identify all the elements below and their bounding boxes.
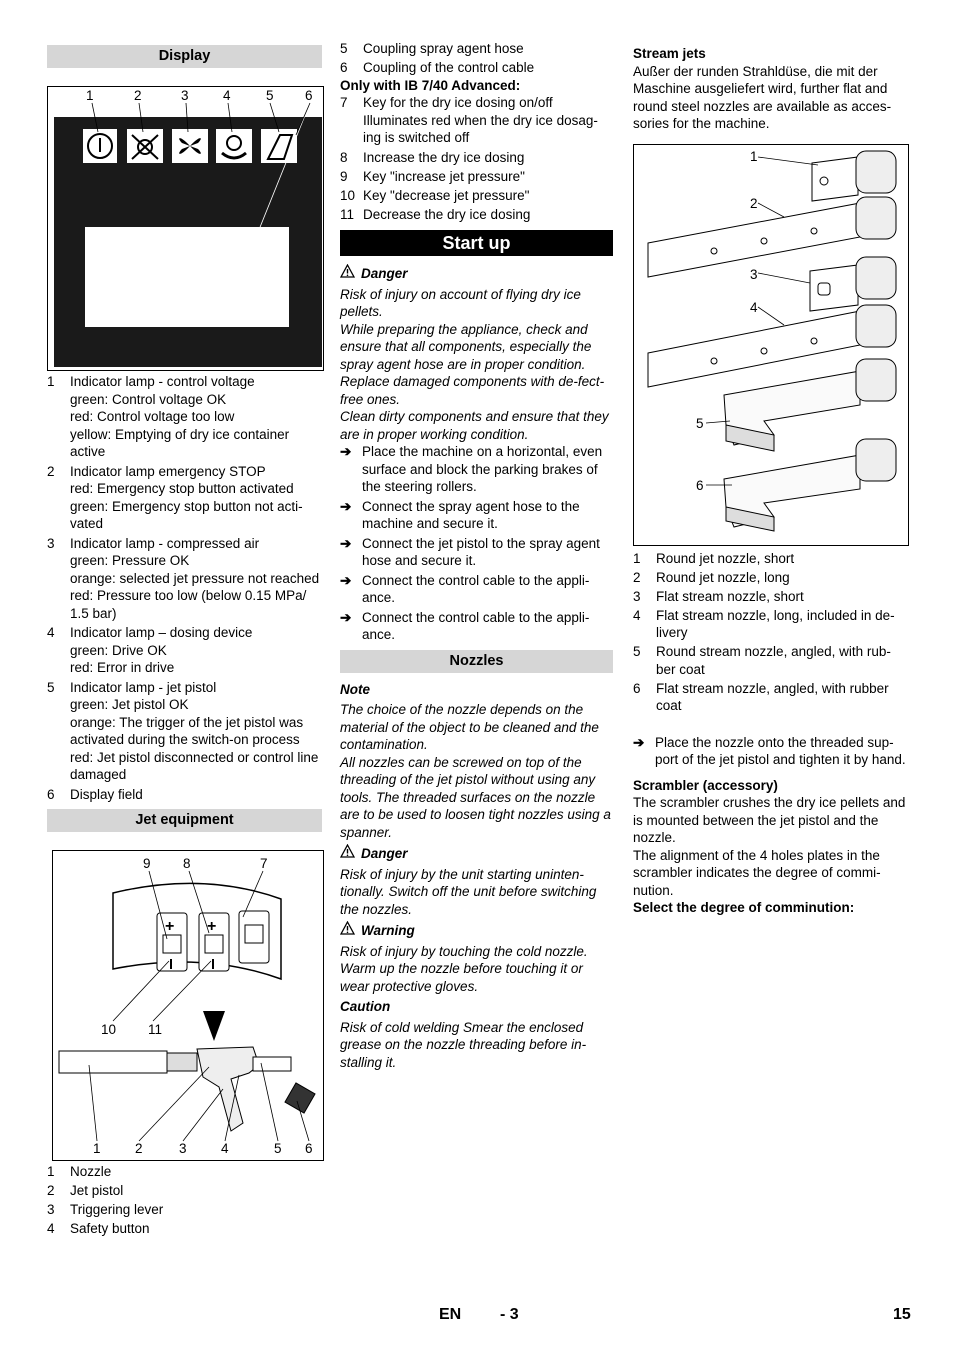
column-right <box>633 40 910 917</box>
note-text: The choice of the nozzle depends on the material of the object to be cleaned and the contamination. <box>340 702 599 752</box>
list-item: 5 Indicator lamp - jet pistol <box>47 679 217 695</box>
callout-4: 4 <box>221 1141 229 1156</box>
list-item: Illuminates red when the dry ice dosag-ing is switched off <box>363 112 598 145</box>
callout-3: 3 <box>179 1141 187 1156</box>
list-item: 3 Triggering lever <box>47 1202 164 1217</box>
ib-heading: Only with IB 7/40 Advanced: <box>340 77 521 93</box>
list-item: 6 Coupling of the control cable <box>340 60 535 75</box>
callout-11: 11 <box>148 1022 163 1037</box>
list-item: 5 Coupling spray agent hose <box>340 41 524 56</box>
list-item: ➔ Connect the jet pistol to the spray agent hose and secure it. <box>340 535 600 568</box>
arrow-icon: ➔ <box>340 444 352 459</box>
nozzles-figure <box>633 144 909 546</box>
scrambler-text: The alignment of the 4 holes plates in the scrambler indicates the degree of commi-nution. <box>633 847 881 898</box>
callout-5: 5 <box>266 88 274 103</box>
callout-3: 3 <box>181 88 189 103</box>
list-item: 9 Key "increase jet pressure" <box>340 168 525 184</box>
list-item-detail: red: Jet pistol disconnected or control line damaged <box>70 749 319 782</box>
list-item: 10 Key "decrease jet pressure" <box>340 187 530 203</box>
callout-5: 5 <box>274 1141 282 1156</box>
list-item: 5 Round stream nozzle, angled, with rub-ber coat <box>633 644 891 677</box>
list-item-detail: green: Drive OK <box>70 642 167 658</box>
callout-3: 3 <box>750 266 758 282</box>
list-item: 6 Display field <box>47 786 143 802</box>
nozzles-heading: Nozzles <box>340 650 613 673</box>
arrow-icon: ➔ <box>340 572 352 588</box>
arrow-icon: ➔ <box>340 498 352 514</box>
list-item-detail: red: Emergency stop button activated <box>70 481 294 496</box>
caution-heading: Caution <box>340 999 391 1014</box>
list-item: 8 Increase the dry ice dosing <box>340 149 525 165</box>
warning-triangle-icon <box>340 844 355 863</box>
column-left <box>47 40 322 1238</box>
list-item-detail: orange: The trigger of the jet pistol was activated during the switch-on process <box>70 714 304 747</box>
select-degree-heading: Select the degree of comminution: <box>633 900 855 915</box>
compressed-air-icon <box>172 129 208 163</box>
jet-pistol-illustration <box>53 851 323 1160</box>
stream-jets-heading: Stream jets <box>633 46 706 61</box>
jet-equipment-figure <box>52 850 324 1161</box>
list-item: ➔ Connect the control cable to the appli-ance. <box>340 609 590 642</box>
note-text: All nozzles can be screwed on top of the threading of the jet pistol without using any tools. The threaded surfaces on the nozzle are to be used to loosen tight nozzles using a spanner. <box>340 754 611 840</box>
callout-8: 8 <box>183 856 191 871</box>
list-item-detail: green: Jet pistol OK <box>70 697 189 712</box>
display-legend <box>47 373 322 803</box>
control-voltage-icon <box>83 129 117 163</box>
display-panel-illustration <box>48 87 323 370</box>
callout-6: 6 <box>305 1141 313 1156</box>
danger-text: Risk of injury on account of flying dry ice pellets. <box>340 286 581 319</box>
list-item: 3 Flat stream nozzle, short <box>633 588 804 604</box>
callout-10: 10 <box>101 1022 117 1037</box>
column-middle <box>340 40 613 1071</box>
callout-4: 4 <box>750 299 758 315</box>
danger-heading: Danger <box>340 264 613 283</box>
list-item-detail: orange: selected jet pressure not reached <box>70 570 320 586</box>
list-item: 2 Round jet nozzle, long <box>633 569 790 585</box>
danger-text: While preparing the appliance, check and ensure that all components, especially the spray agent hose are in proper condition. Replace damaged components with de-fect-free ones. <box>340 321 605 407</box>
scrambler-heading: Scrambler (accessory) <box>633 777 778 793</box>
page-number: 15 <box>893 1306 911 1323</box>
list-item-detail: red: Error in drive <box>70 660 175 675</box>
warning-heading: Warning <box>340 921 613 940</box>
nozzles-legend <box>633 550 910 715</box>
display-heading: Display <box>47 45 322 68</box>
list-item: 1 Indicator lamp - control voltage <box>47 374 255 389</box>
list-item-detail: yellow: Emptying of dry ice container active <box>70 426 290 459</box>
arrow-icon: ➔ <box>340 535 352 551</box>
svg-text:+: + <box>207 918 217 935</box>
list-item-detail: green: Control voltage OK <box>70 391 227 407</box>
dosing-device-icon <box>216 129 252 163</box>
callout-2: 2 <box>134 88 142 103</box>
note-heading: Note <box>340 681 370 697</box>
list-item: ➔ Place the nozzle onto the threaded sup-port of the jet pistol and tighten it by hand. <box>633 734 906 767</box>
list-item: 11 Decrease the dry ice dosing <box>340 206 531 222</box>
start-up-heading: Start up <box>340 230 613 256</box>
list-item: 2 Indicator lamp emergency STOP <box>47 463 266 479</box>
danger-text: Clean dirty components and ensure that they are in proper working condition. <box>340 409 609 442</box>
list-item: ➔ Connect the control cable to the appli-ance. <box>340 572 590 605</box>
list-item: ➔ Connect the spray agent hose to the machine and secure it. <box>340 498 580 531</box>
list-item-detail: red: Control voltage too low <box>70 409 235 424</box>
list-item: 3 Indicator lamp - compressed air <box>47 535 260 551</box>
jet-equipment-heading: Jet equipment <box>47 809 322 832</box>
callout-1: 1 <box>93 1141 101 1156</box>
callout-6: 6 <box>696 477 704 493</box>
warning-text: Risk of injury by touching the cold nozzle. Warm up the nozzle before touching it or wear protective gloves. <box>340 943 588 994</box>
callout-2: 2 <box>135 1141 143 1156</box>
callout-2: 2 <box>750 195 758 211</box>
startup-steps <box>340 443 613 644</box>
list-item: ➔ Place the machine on a horizontal, even surface and block the parking brakes of the steering rollers. <box>340 444 603 494</box>
callout-1: 1 <box>86 88 94 103</box>
list-item: 1 Round jet nozzle, short <box>633 550 795 566</box>
callout-5: 5 <box>696 415 704 431</box>
warning-triangle-icon <box>340 921 355 940</box>
arrow-icon: ➔ <box>633 734 645 750</box>
list-item: 6 Flat stream nozzle, angled, with rubber coat <box>633 680 889 713</box>
arrow-icon: ➔ <box>340 609 352 625</box>
list-item-detail: red: Pressure too low (below 0.15 MPa/ 1.5 bar) <box>70 588 307 621</box>
callout-9: 9 <box>143 856 151 871</box>
display-figure <box>47 86 324 371</box>
scrambler-text: The scrambler crushes the dry ice pellets and is mounted between the jet pistol and the nozzle. <box>633 795 906 845</box>
list-item-detail: green: Pressure OK <box>70 553 190 568</box>
callout-4: 4 <box>223 88 231 103</box>
list-item: 1 Nozzle <box>47 1164 112 1179</box>
emergency-stop-icon <box>127 129 163 163</box>
list-item: 4 Safety button <box>47 1221 150 1236</box>
list-item-detail: green: Emergency stop button not acti-vated <box>70 498 303 531</box>
callout-6: 6 <box>305 88 313 103</box>
danger-text: Risk of injury by the unit starting uninten-tionally. Switch off the unit before switching the nozzles. <box>340 866 597 917</box>
page-footer <box>0 1306 954 1330</box>
warning-triangle-icon <box>340 264 355 283</box>
list-item: 4 Flat stream nozzle, long, included in de-livery <box>633 607 895 640</box>
jet-legend <box>47 1163 322 1238</box>
language-code: EN <box>439 1306 462 1323</box>
nozzles-illustration <box>634 145 908 545</box>
stream-jets-text: Außer der runden Strahldüse, die mit der Maschine ausgeliefert wird, further flat and round steel nozzles are available as acces-sories for the machine. <box>633 63 892 131</box>
list-item: 7 Key for the dry ice dosing on/off <box>340 95 553 110</box>
caution-text: Risk of cold welding Smear the enclosed grease on the nozzle threading before in-stalling it. <box>340 1019 587 1070</box>
callout-7: 7 <box>260 856 268 871</box>
page-reference: - 3 <box>500 1306 519 1323</box>
svg-text:+: + <box>165 918 175 935</box>
callout-1: 1 <box>750 148 758 164</box>
list-item: 2 Jet pistol <box>47 1183 124 1198</box>
list-item: 4 Indicator lamp – dosing device <box>47 625 253 640</box>
danger-heading: Danger <box>340 844 613 863</box>
jet-pistol-icon <box>261 129 297 163</box>
